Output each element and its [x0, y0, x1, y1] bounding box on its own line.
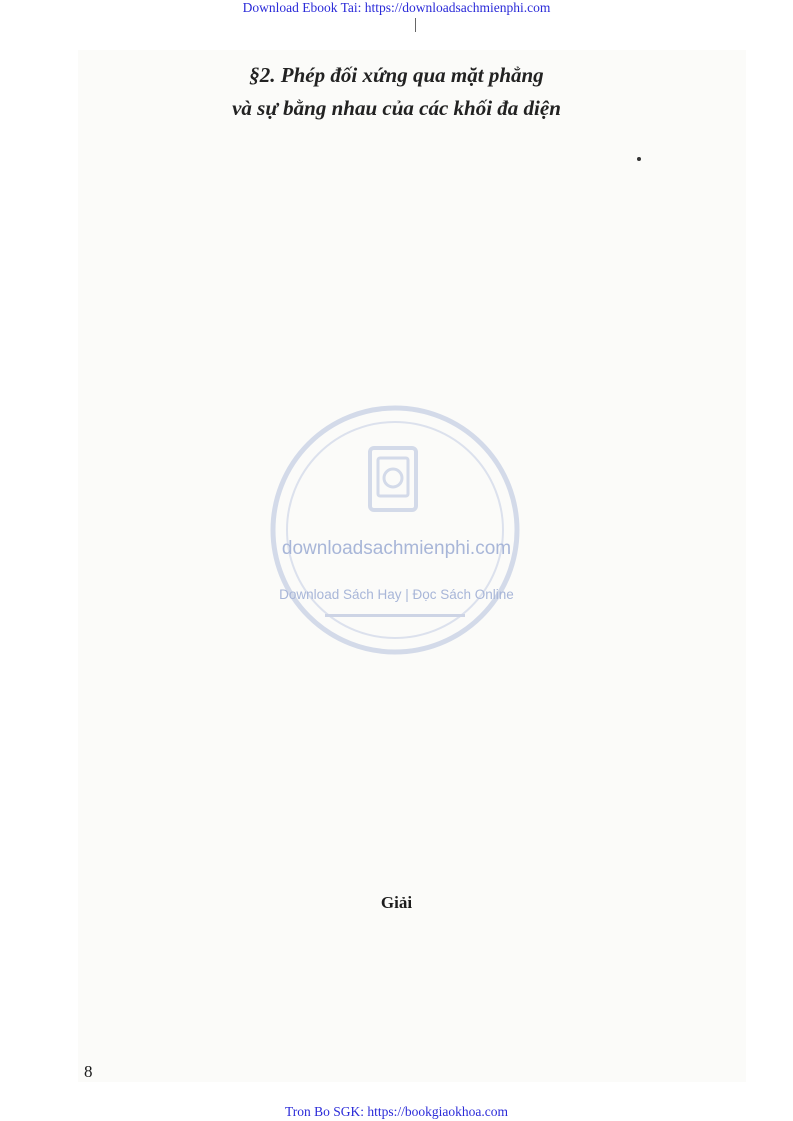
title-line-2: và sự bằng nhau của các khối đa diện — [232, 96, 561, 120]
title-line-1: §2. Phép đối xứng qua mặt phẳng — [249, 63, 544, 87]
scanned-page — [78, 50, 746, 1082]
scan-mark — [415, 18, 416, 32]
page-number: 8 — [84, 1062, 93, 1081]
header-download-link[interactable]: Download Ebook Tai: https://downloadsachmienphi.com — [242, 0, 551, 15]
watermark-site: downloadsachmienphi.com — [281, 538, 512, 559]
footer-link[interactable]: Tron Bo SGK: https://bookgiaokhoa.com — [284, 1104, 508, 1119]
solution-heading: Giải — [380, 893, 413, 912]
watermark-tagline: Download Sách Hay | Đọc Sách Online — [279, 587, 514, 602]
stray-dot — [637, 157, 641, 161]
